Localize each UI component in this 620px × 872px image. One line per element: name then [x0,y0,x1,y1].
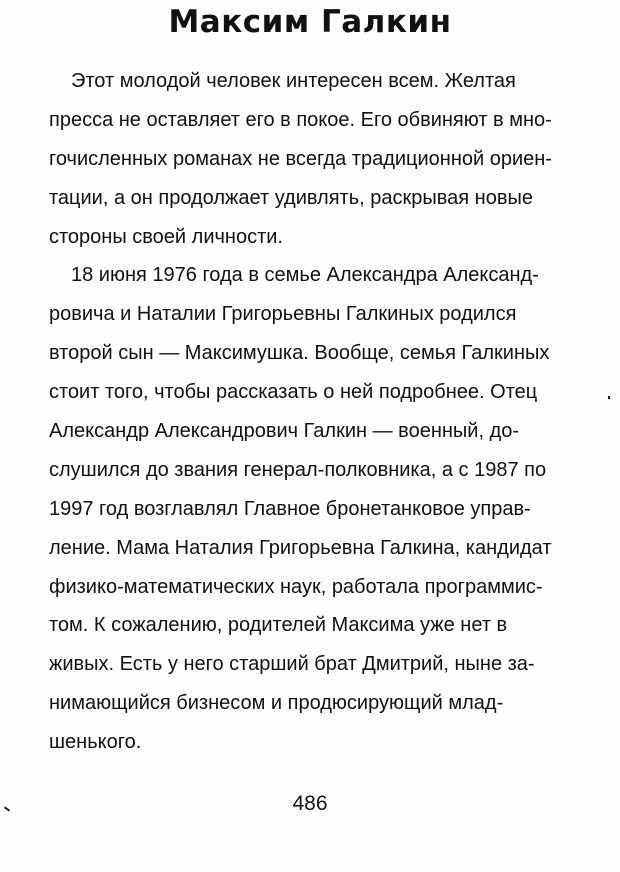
text-line: шенького. [49,731,142,754]
page-title: Максим Галкин [168,4,452,40]
text-line: гочисленных романах не всегда традиционной ориен- [49,147,552,170]
text-line: второй сын — Максимушка. Вообще, семья Галкиных [49,342,550,365]
text-line: 18 июня 1976 года в семье Александра Александ- [71,264,539,287]
paragraph-2 [49,256,609,762]
text-line: 1997 год возглавлял Главное бронетанковое управ- [49,497,531,520]
text-line: живых. Есть у него старший брат Дмитрий, ныне за- [49,653,535,676]
text-line: тации, а он продолжает удивлять, раскрывая новые [49,186,533,209]
text-line: нимающийся бизнесом и продюсирующий млад- [49,692,504,715]
text-line: стоит того, чтобы рассказать о ней подробнее. Отец [49,381,538,404]
text-line: ровича и Наталии Григорьевны Галкиных родился [49,303,517,326]
paragraph-1 [49,62,609,256]
text-line: Александр Александрович Галкин — военный, до- [49,420,520,443]
text-line: Этот молодой человек интересен всем. Желтая [71,70,516,92]
text-line: ление. Мама Наталия Григорьевна Галкина, кандидат [49,536,552,559]
text-line: том. К сожалению, родителей Максима уже нет в [49,614,508,637]
text-line: физико-математических наук, работала программис- [49,575,543,598]
scan-speck [608,396,610,399]
body-text [49,62,609,762]
page-number: 486 [292,792,328,815]
text-line: слушился до звания генерал-полковника, а с 1987 по [49,458,547,481]
text-line: стороны своей личности. [49,225,283,248]
text-line: пресса не оставляет его в покое. Его обвиняют в мно- [49,108,552,131]
